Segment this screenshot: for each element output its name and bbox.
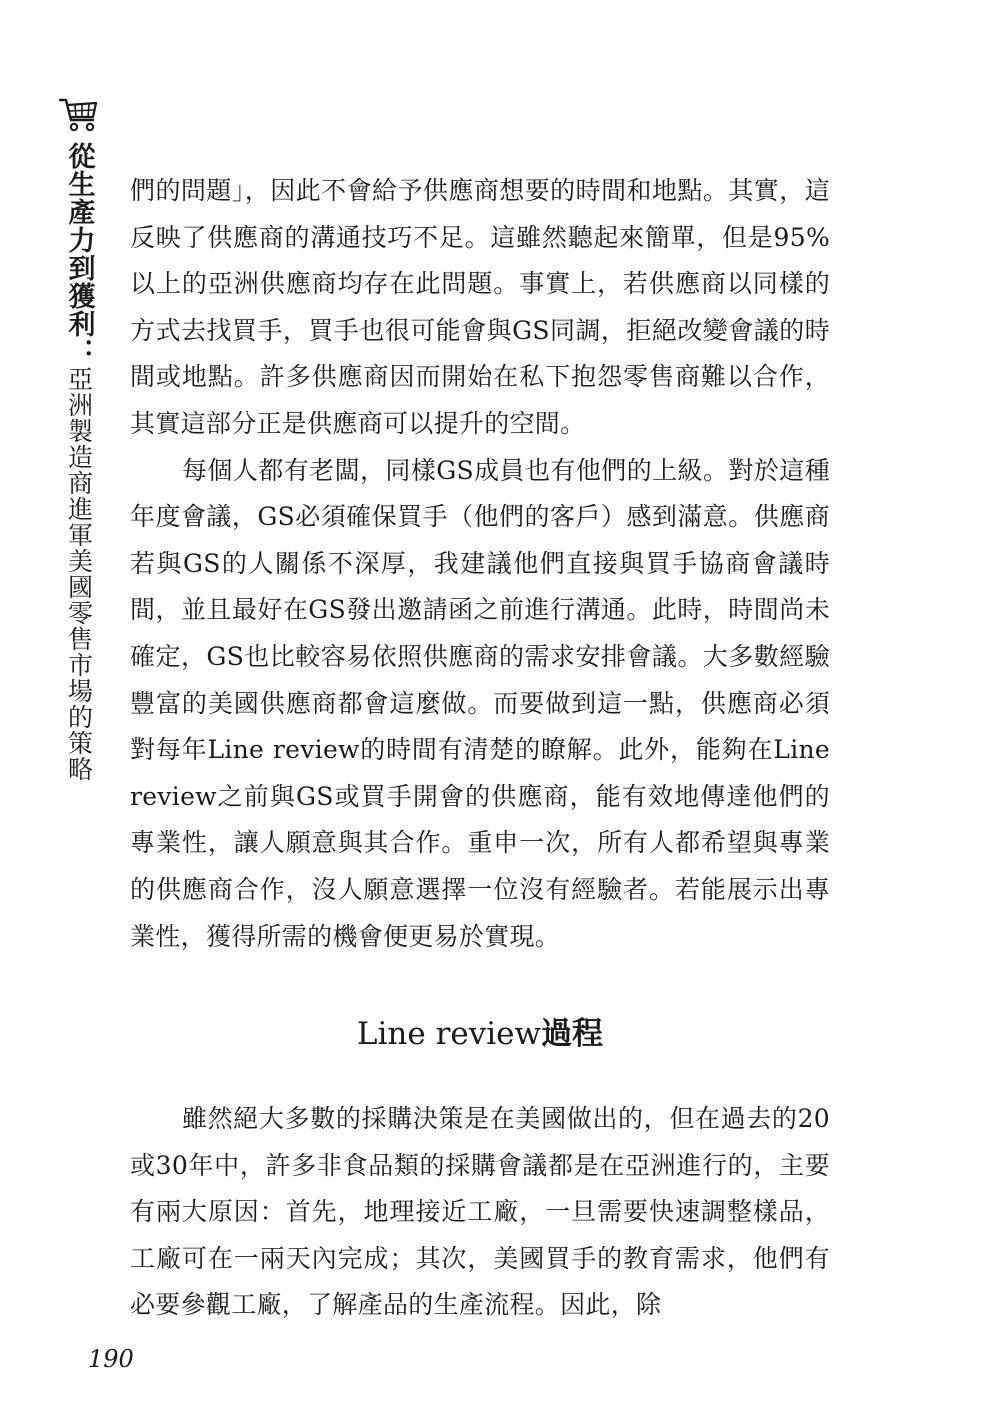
running-title (52, 92, 106, 782)
shopping-cart-icon (57, 92, 101, 136)
running-title-sub: 亞洲製造商進軍美國零售市場的策略 (64, 366, 94, 782)
section-heading (130, 1014, 830, 1054)
paragraph-continued: 們的問題」，因此不會給予供應商想要的時間和地點。其實，這反映了供應商的溝通技巧不足。這雖然聽起來簡單，但是95%以上的亞洲供應商均存在此問題。事實上，若供應商以同樣的方式去找買手，買手也很可能會與GS同調，拒絕改變會議的時間或地點。許多供應商因而開始在私下抱怨零售商難以合作，其實這部分正是供應商可以提升的空間。 (130, 176, 830, 438)
page-number: 190 (88, 1345, 134, 1373)
body-text (130, 168, 830, 1329)
running-title-main: 從生產力到獲利： (63, 142, 95, 366)
section-paragraph: 雖然絕大多數的採購決策是在美國做出的，但在過去的20或30年中，許多非食品類的採購會議都是在亞洲進行的，主要有兩大原因：首先，地理接近工廠，一旦需要快速調整樣品，工廠可在一兩天內完成；其次，美國買手的教育需求，他們有必要參觀工廠，了解產品的生產流程。因此，除 (130, 1104, 830, 1320)
paragraph: 每個人都有老闆，同樣GS成員也有他們的上級。對於這種年度會議，GS必須確保買手（他們的客戶）感到滿意。供應商若與GS的人關係不深厚，我建議他們直接與買手協商會議時間，並且最好在GS發出邀請函之前進行溝通。此時，時間尚未確定，GS也比較容易依照供應商的需求安排會議。大多數經驗豐富的美國供應商都會這麼做。而要做到這一點，供應商必須對每年Line review的時間有清楚的瞭解。此外，能夠在Line review之前與GS或買手開會的供應商，能有效地傳達他們的專業性，讓人願意與其合作。重申一次，所有人都希望與專業的供應商合作，沒人願意選擇一位沒有經驗者。若能展示出專業性，獲得所需的機會便更易於實現。 (130, 455, 830, 951)
section-heading-latin: Line review (356, 1016, 542, 1053)
section-heading-cjk: 過程 (541, 1016, 604, 1053)
